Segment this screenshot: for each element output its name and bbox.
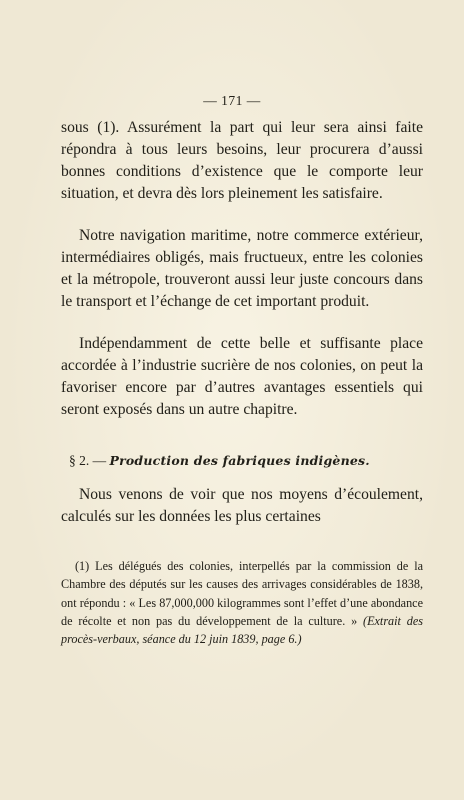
page-number: — 171 —	[203, 93, 261, 108]
paragraph-block	[61, 225, 423, 313]
paragraph-block	[61, 484, 423, 528]
footnote-text: (1) Les délégués des colonies, interpellés par la commission de la Chambre des députés sur les causes des arrivages considérables de 1838, ont répondu : « Les 87,000,000 kilogrammes sont l’effet d’une abondance de récolte et non pas du développement de la culture. »	[61, 559, 423, 628]
paragraph-industry: Indépendamment de cette belle et suffisante place accordée à l’industrie sucrière de nos colonies, on peut la favoriser encore par d’autres avantages essentiels qui seront exposés dans un autre chapitre.	[61, 335, 423, 418]
section-heading	[69, 453, 429, 469]
paragraph-block	[61, 117, 423, 205]
section-title: Production des fabriques indigènes.	[109, 453, 370, 468]
footnote-source: (Extrait des procès-verbaux, séance du 12 juin 1839, page 6.)	[61, 613, 423, 647]
paragraph-section-start: Nous venons de voir que nos moyens d’écoulement, calculés sur les données les plus certaines	[61, 486, 423, 525]
section-number: § 2. —	[69, 453, 107, 468]
footnote	[61, 557, 423, 648]
paragraph-navigation: Notre navigation maritime, notre commerce extérieur, intermédiaires obligés, mais fructueux, entre les colonies et la métropole, trouveront aussi leur juste concours dans le transport et l’échange de cet important produit.	[61, 227, 423, 310]
paragraph-continuation: sous (1). Assurément la part qui leur sera ainsi faite répondra à tous leurs besoins, leur procurera d’aussi bonnes conditions d’existence que le comporte leur situation, et devra dès lors pleinement les satisfaire.	[61, 119, 423, 202]
paragraph-block	[61, 333, 423, 421]
